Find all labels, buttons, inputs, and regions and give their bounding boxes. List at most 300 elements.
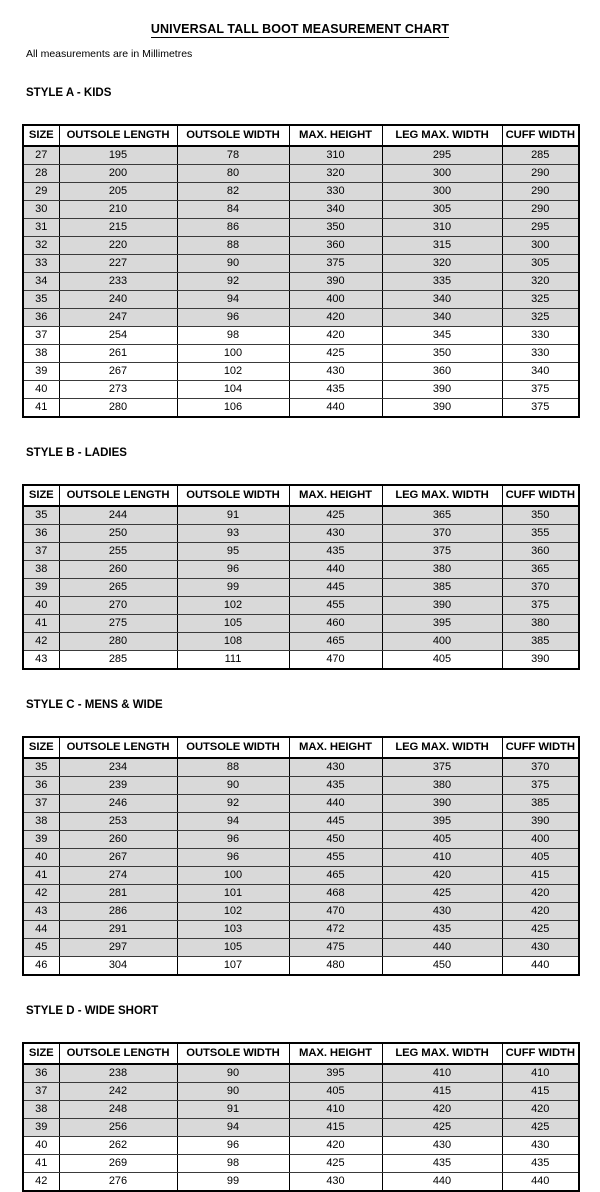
cell-leg-max-width: 405 — [382, 831, 502, 849]
cell-leg-max-width: 440 — [382, 1173, 502, 1192]
cell-size: 37 — [23, 543, 59, 561]
table-row — [23, 291, 579, 309]
cell-size: 32 — [23, 237, 59, 255]
cell-leg-max-width: 340 — [382, 291, 502, 309]
cell-outsole-length: 304 — [59, 957, 177, 976]
cell-outsole-length: 253 — [59, 813, 177, 831]
cell-size: 36 — [23, 777, 59, 795]
cell-outsole-length: 233 — [59, 273, 177, 291]
cell-leg-max-width: 435 — [382, 921, 502, 939]
column-header-outsole-width: OUTSOLE WIDTH — [177, 1043, 289, 1064]
column-header-outsole-width: OUTSOLE WIDTH — [177, 125, 289, 146]
cell-cuff-width: 430 — [502, 1137, 579, 1155]
cell-cuff-width: 290 — [502, 183, 579, 201]
column-header-outsole-length: OUTSOLE LENGTH — [59, 1043, 177, 1064]
cell-cuff-width: 330 — [502, 345, 579, 363]
cell-cuff-width: 425 — [502, 921, 579, 939]
cell-max-height: 430 — [289, 1173, 382, 1192]
cell-max-height: 340 — [289, 201, 382, 219]
cell-outsole-width: 84 — [177, 201, 289, 219]
column-header-leg-max-width: LEG MAX. WIDTH — [382, 125, 502, 146]
cell-max-height: 410 — [289, 1101, 382, 1119]
cell-size: 36 — [23, 525, 59, 543]
column-header-cuff-width: CUFF WIDTH — [502, 1043, 579, 1064]
cell-size: 43 — [23, 651, 59, 670]
cell-outsole-width: 103 — [177, 921, 289, 939]
cell-leg-max-width: 450 — [382, 957, 502, 976]
cell-outsole-width: 86 — [177, 219, 289, 237]
section-style-c — [0, 670, 600, 712]
table-row — [23, 597, 579, 615]
cell-outsole-length: 240 — [59, 291, 177, 309]
cell-leg-max-width: 425 — [382, 885, 502, 903]
cell-cuff-width: 385 — [502, 795, 579, 813]
cell-leg-max-width: 390 — [382, 381, 502, 399]
cell-outsole-width: 108 — [177, 633, 289, 651]
cell-outsole-width: 102 — [177, 903, 289, 921]
column-header-max-height: MAX. HEIGHT — [289, 1043, 382, 1064]
cell-outsole-width: 104 — [177, 381, 289, 399]
cell-leg-max-width: 300 — [382, 183, 502, 201]
table-header-row — [23, 485, 579, 506]
cell-outsole-width: 88 — [177, 237, 289, 255]
table-row — [23, 165, 579, 183]
cell-cuff-width: 420 — [502, 903, 579, 921]
cell-outsole-length: 234 — [59, 758, 177, 777]
cell-size: 35 — [23, 291, 59, 309]
table-body-style-b — [23, 506, 579, 669]
cell-cuff-width: 420 — [502, 885, 579, 903]
cell-max-height: 435 — [289, 543, 382, 561]
cell-outsole-length: 267 — [59, 849, 177, 867]
cell-cuff-width: 340 — [502, 363, 579, 381]
cell-outsole-length: 205 — [59, 183, 177, 201]
cell-outsole-width: 96 — [177, 309, 289, 327]
cell-cuff-width: 365 — [502, 561, 579, 579]
table-row — [23, 399, 579, 418]
cell-outsole-width: 94 — [177, 1119, 289, 1137]
cell-cuff-width: 330 — [502, 327, 579, 345]
cell-size: 37 — [23, 327, 59, 345]
cell-outsole-width: 92 — [177, 795, 289, 813]
cell-leg-max-width: 440 — [382, 939, 502, 957]
cell-max-height: 468 — [289, 885, 382, 903]
table-row — [23, 183, 579, 201]
table-row — [23, 327, 579, 345]
cell-size: 40 — [23, 1137, 59, 1155]
cell-cuff-width: 440 — [502, 957, 579, 976]
cell-size: 35 — [23, 758, 59, 777]
cell-size: 39 — [23, 1119, 59, 1137]
cell-cuff-width: 440 — [502, 1173, 579, 1192]
cell-size: 36 — [23, 309, 59, 327]
column-header-size: SIZE — [23, 737, 59, 758]
cell-max-height: 435 — [289, 777, 382, 795]
table-row — [23, 831, 579, 849]
cell-max-height: 440 — [289, 561, 382, 579]
cell-outsole-width: 99 — [177, 579, 289, 597]
cell-size: 38 — [23, 561, 59, 579]
cell-leg-max-width: 385 — [382, 579, 502, 597]
cell-size: 41 — [23, 399, 59, 418]
cell-outsole-length: 242 — [59, 1083, 177, 1101]
measurement-table-style-d — [22, 1042, 580, 1192]
cell-outsole-length: 269 — [59, 1155, 177, 1173]
cell-cuff-width: 325 — [502, 309, 579, 327]
table-row — [23, 758, 579, 777]
cell-max-height: 415 — [289, 1119, 382, 1137]
cell-cuff-width: 285 — [502, 146, 579, 165]
cell-size: 37 — [23, 795, 59, 813]
cell-max-height: 425 — [289, 1155, 382, 1173]
cell-outsole-width: 105 — [177, 615, 289, 633]
cell-outsole-length: 195 — [59, 146, 177, 165]
cell-max-height: 330 — [289, 183, 382, 201]
cell-cuff-width: 370 — [502, 758, 579, 777]
cell-outsole-width: 101 — [177, 885, 289, 903]
cell-outsole-width: 94 — [177, 813, 289, 831]
cell-outsole-length: 265 — [59, 579, 177, 597]
cell-size: 29 — [23, 183, 59, 201]
cell-outsole-width: 90 — [177, 255, 289, 273]
cell-outsole-width: 96 — [177, 849, 289, 867]
cell-leg-max-width: 410 — [382, 1064, 502, 1083]
cell-max-height: 470 — [289, 903, 382, 921]
cell-outsole-length: 285 — [59, 651, 177, 670]
cell-outsole-length: 210 — [59, 201, 177, 219]
cell-cuff-width: 375 — [502, 597, 579, 615]
cell-outsole-length: 275 — [59, 615, 177, 633]
cell-size: 38 — [23, 345, 59, 363]
column-header-leg-max-width: LEG MAX. WIDTH — [382, 1043, 502, 1064]
cell-cuff-width: 435 — [502, 1155, 579, 1173]
table-row — [23, 795, 579, 813]
cell-cuff-width: 385 — [502, 633, 579, 651]
cell-max-height: 425 — [289, 506, 382, 525]
page-title-text: UNIVERSAL TALL BOOT MEASUREMENT CHART — [150, 22, 450, 36]
cell-size: 34 — [23, 273, 59, 291]
cell-leg-max-width: 340 — [382, 309, 502, 327]
cell-leg-max-width: 400 — [382, 633, 502, 651]
measurement-table-style-b — [22, 484, 580, 670]
cell-max-height: 430 — [289, 525, 382, 543]
cell-outsole-length: 246 — [59, 795, 177, 813]
cell-cuff-width: 390 — [502, 813, 579, 831]
table-row — [23, 903, 579, 921]
cell-size: 44 — [23, 921, 59, 939]
table-row — [23, 813, 579, 831]
table-row — [23, 849, 579, 867]
column-header-leg-max-width: LEG MAX. WIDTH — [382, 485, 502, 506]
table-row — [23, 885, 579, 903]
cell-outsole-width: 90 — [177, 777, 289, 795]
cell-outsole-width: 82 — [177, 183, 289, 201]
column-header-outsole-width: OUTSOLE WIDTH — [177, 737, 289, 758]
cell-max-height: 350 — [289, 219, 382, 237]
cell-size: 46 — [23, 957, 59, 976]
cell-outsole-length: 200 — [59, 165, 177, 183]
cell-outsole-width: 100 — [177, 345, 289, 363]
cell-size: 40 — [23, 849, 59, 867]
table-row — [23, 273, 579, 291]
section-heading-style-d: STYLE D - WIDE SHORT — [26, 1005, 159, 1017]
cell-size: 41 — [23, 867, 59, 885]
cell-outsole-width: 93 — [177, 525, 289, 543]
table-body-style-a — [23, 146, 579, 417]
cell-outsole-width: 99 — [177, 1173, 289, 1192]
table-row — [23, 363, 579, 381]
table-row — [23, 1137, 579, 1155]
column-header-leg-max-width: LEG MAX. WIDTH — [382, 737, 502, 758]
cell-cuff-width: 320 — [502, 273, 579, 291]
cell-outsole-length: 227 — [59, 255, 177, 273]
cell-max-height: 425 — [289, 345, 382, 363]
table-header-row — [23, 1043, 579, 1064]
cell-size: 40 — [23, 381, 59, 399]
cell-outsole-length: 260 — [59, 561, 177, 579]
cell-outsole-length: 239 — [59, 777, 177, 795]
section-style-b — [0, 418, 600, 460]
cell-leg-max-width: 375 — [382, 543, 502, 561]
cell-cuff-width: 375 — [502, 399, 579, 418]
page-title — [0, 0, 600, 36]
table-row — [23, 939, 579, 957]
section-style-a — [0, 60, 600, 100]
cell-leg-max-width: 420 — [382, 867, 502, 885]
table-body-style-c — [23, 758, 579, 975]
cell-cuff-width: 350 — [502, 506, 579, 525]
cell-max-height: 450 — [289, 831, 382, 849]
table-row — [23, 1155, 579, 1173]
cell-cuff-width: 415 — [502, 867, 579, 885]
cell-leg-max-width: 315 — [382, 237, 502, 255]
cell-leg-max-width: 390 — [382, 597, 502, 615]
cell-outsole-width: 91 — [177, 1101, 289, 1119]
cell-max-height: 470 — [289, 651, 382, 670]
cell-leg-max-width: 380 — [382, 561, 502, 579]
cell-outsole-length: 260 — [59, 831, 177, 849]
cell-leg-max-width: 350 — [382, 345, 502, 363]
cell-outsole-width: 78 — [177, 146, 289, 165]
cell-max-height: 395 — [289, 1064, 382, 1083]
cell-outsole-length: 256 — [59, 1119, 177, 1137]
table-row — [23, 506, 579, 525]
cell-max-height: 435 — [289, 381, 382, 399]
cell-max-height: 472 — [289, 921, 382, 939]
column-header-size: SIZE — [23, 125, 59, 146]
table-body-style-d — [23, 1064, 579, 1191]
cell-outsole-length: 286 — [59, 903, 177, 921]
cell-outsole-length: 280 — [59, 399, 177, 418]
cell-size: 41 — [23, 1155, 59, 1173]
table-row — [23, 345, 579, 363]
cell-max-height: 465 — [289, 867, 382, 885]
column-header-max-height: MAX. HEIGHT — [289, 485, 382, 506]
cell-size: 33 — [23, 255, 59, 273]
cell-size: 41 — [23, 615, 59, 633]
measurement-table-style-c — [22, 736, 580, 976]
cell-cuff-width: 325 — [502, 291, 579, 309]
table-row — [23, 615, 579, 633]
column-header-max-height: MAX. HEIGHT — [289, 125, 382, 146]
cell-size: 40 — [23, 597, 59, 615]
section-heading-style-b: STYLE B - LADIES — [26, 447, 127, 459]
table-row — [23, 237, 579, 255]
cell-size: 36 — [23, 1064, 59, 1083]
cell-leg-max-width: 360 — [382, 363, 502, 381]
column-header-cuff-width: CUFF WIDTH — [502, 485, 579, 506]
cell-max-height: 310 — [289, 146, 382, 165]
cell-cuff-width: 380 — [502, 615, 579, 633]
cell-max-height: 475 — [289, 939, 382, 957]
cell-outsole-length: 247 — [59, 309, 177, 327]
cell-max-height: 430 — [289, 758, 382, 777]
cell-outsole-length: 291 — [59, 921, 177, 939]
cell-leg-max-width: 300 — [382, 165, 502, 183]
cell-outsole-width: 92 — [177, 273, 289, 291]
cell-leg-max-width: 365 — [382, 506, 502, 525]
table-row — [23, 777, 579, 795]
cell-max-height: 420 — [289, 1137, 382, 1155]
cell-leg-max-width: 305 — [382, 201, 502, 219]
table-row — [23, 579, 579, 597]
cell-outsole-width: 98 — [177, 327, 289, 345]
cell-outsole-length: 281 — [59, 885, 177, 903]
table-row — [23, 957, 579, 976]
cell-size: 42 — [23, 885, 59, 903]
cell-size: 38 — [23, 1101, 59, 1119]
section-heading-style-a: STYLE A - KIDS — [26, 87, 112, 99]
cell-size: 27 — [23, 146, 59, 165]
cell-outsole-width: 102 — [177, 363, 289, 381]
cell-leg-max-width: 370 — [382, 525, 502, 543]
cell-outsole-length: 273 — [59, 381, 177, 399]
cell-max-height: 445 — [289, 813, 382, 831]
cell-outsole-length: 274 — [59, 867, 177, 885]
cell-max-height: 440 — [289, 795, 382, 813]
cell-leg-max-width: 320 — [382, 255, 502, 273]
cell-outsole-width: 96 — [177, 1137, 289, 1155]
cell-leg-max-width: 390 — [382, 795, 502, 813]
cell-outsole-width: 96 — [177, 561, 289, 579]
cell-leg-max-width: 425 — [382, 1119, 502, 1137]
table-row — [23, 1101, 579, 1119]
cell-outsole-width: 102 — [177, 597, 289, 615]
cell-leg-max-width: 335 — [382, 273, 502, 291]
cell-cuff-width: 290 — [502, 201, 579, 219]
cell-outsole-length: 244 — [59, 506, 177, 525]
cell-leg-max-width: 375 — [382, 758, 502, 777]
cell-size: 39 — [23, 363, 59, 381]
table-row — [23, 146, 579, 165]
cell-outsole-length: 280 — [59, 633, 177, 651]
cell-size: 42 — [23, 1173, 59, 1192]
cell-leg-max-width: 420 — [382, 1101, 502, 1119]
table-row — [23, 1119, 579, 1137]
cell-outsole-length: 250 — [59, 525, 177, 543]
table-row — [23, 309, 579, 327]
cell-outsole-length: 276 — [59, 1173, 177, 1192]
cell-cuff-width: 370 — [502, 579, 579, 597]
column-header-size: SIZE — [23, 485, 59, 506]
cell-leg-max-width: 410 — [382, 849, 502, 867]
cell-outsole-width: 111 — [177, 651, 289, 670]
cell-size: 39 — [23, 831, 59, 849]
section-heading-style-c: STYLE C - MENS & WIDE — [26, 699, 163, 711]
cell-outsole-width: 95 — [177, 543, 289, 561]
cell-max-height: 320 — [289, 165, 382, 183]
cell-outsole-length: 267 — [59, 363, 177, 381]
cell-outsole-length: 238 — [59, 1064, 177, 1083]
cell-max-height: 430 — [289, 363, 382, 381]
column-header-size: SIZE — [23, 1043, 59, 1064]
cell-outsole-length: 270 — [59, 597, 177, 615]
cell-cuff-width: 355 — [502, 525, 579, 543]
cell-outsole-length: 262 — [59, 1137, 177, 1155]
table-row — [23, 219, 579, 237]
cell-cuff-width: 295 — [502, 219, 579, 237]
cell-leg-max-width: 435 — [382, 1155, 502, 1173]
cell-cuff-width: 420 — [502, 1101, 579, 1119]
cell-size: 31 — [23, 219, 59, 237]
table-row — [23, 381, 579, 399]
cell-outsole-width: 80 — [177, 165, 289, 183]
cell-outsole-length: 261 — [59, 345, 177, 363]
table-row — [23, 525, 579, 543]
cell-leg-max-width: 430 — [382, 1137, 502, 1155]
cell-size: 30 — [23, 201, 59, 219]
cell-cuff-width: 375 — [502, 381, 579, 399]
cell-max-height: 360 — [289, 237, 382, 255]
table-row — [23, 561, 579, 579]
cell-leg-max-width: 345 — [382, 327, 502, 345]
column-header-cuff-width: CUFF WIDTH — [502, 125, 579, 146]
cell-cuff-width: 405 — [502, 849, 579, 867]
cell-max-height: 420 — [289, 309, 382, 327]
column-header-outsole-length: OUTSOLE LENGTH — [59, 737, 177, 758]
cell-leg-max-width: 415 — [382, 1083, 502, 1101]
cell-max-height: 400 — [289, 291, 382, 309]
cell-size: 42 — [23, 633, 59, 651]
cell-size: 38 — [23, 813, 59, 831]
cell-outsole-width: 88 — [177, 758, 289, 777]
cell-size: 37 — [23, 1083, 59, 1101]
cell-outsole-length: 215 — [59, 219, 177, 237]
cell-outsole-width: 90 — [177, 1064, 289, 1083]
cell-outsole-width: 98 — [177, 1155, 289, 1173]
column-header-outsole-width: OUTSOLE WIDTH — [177, 485, 289, 506]
cell-cuff-width: 425 — [502, 1119, 579, 1137]
cell-outsole-length: 254 — [59, 327, 177, 345]
cell-outsole-width: 105 — [177, 939, 289, 957]
table-row — [23, 201, 579, 219]
table-row — [23, 651, 579, 670]
column-header-outsole-length: OUTSOLE LENGTH — [59, 485, 177, 506]
cell-size: 35 — [23, 506, 59, 525]
cell-size: 45 — [23, 939, 59, 957]
cell-max-height: 480 — [289, 957, 382, 976]
cell-max-height: 420 — [289, 327, 382, 345]
cell-outsole-length: 297 — [59, 939, 177, 957]
table-header-row — [23, 125, 579, 146]
cell-outsole-width: 100 — [177, 867, 289, 885]
table-row — [23, 633, 579, 651]
cell-outsole-width: 96 — [177, 831, 289, 849]
cell-cuff-width: 375 — [502, 777, 579, 795]
table-row — [23, 1173, 579, 1192]
table-row — [23, 867, 579, 885]
units-note: All measurements are in Millimetres — [26, 48, 193, 60]
